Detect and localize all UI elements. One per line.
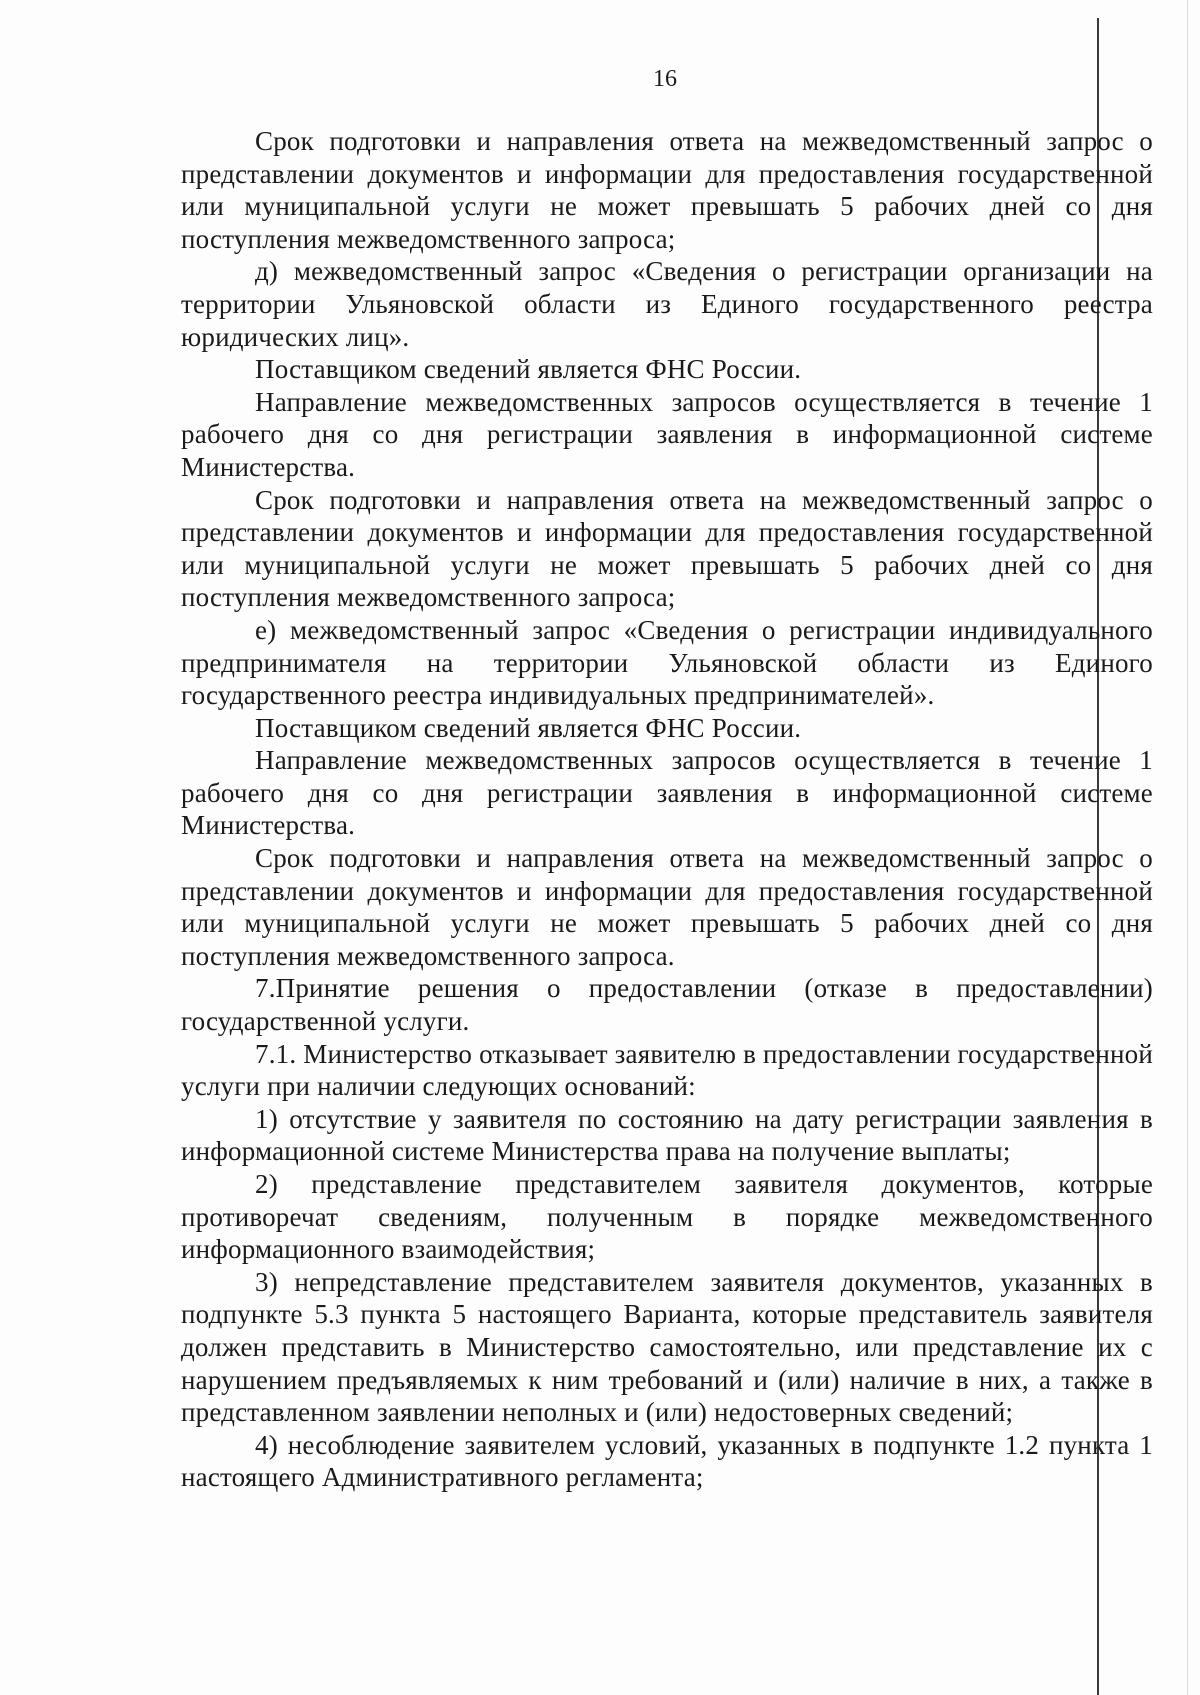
paragraph-provider-1: Поставщиком сведений является ФНС России. xyxy=(255,354,802,385)
page-number: 16 xyxy=(653,66,677,92)
section-heading-7: 7.Принятие решения о предоставлении (отказе в предоставлении) государственной услуги. xyxy=(181,973,1153,1037)
paragraph-response-deadline-1: Срок подготовки и направления ответа на межведомственный запрос о представлении документов и информации для предоставления государственной или муниципальной услуги не может превышать 5 рабочих дней со дня поступления межведомственного запроса; xyxy=(181,126,1153,254)
list-item-1: 1) отсутствие у заявителя по состоянию на дату регистрации заявления в информационной системе Министерства права на получение выплаты; xyxy=(181,1103,1153,1167)
paragraph-response-deadline-3: Срок подготовки и направления ответа на межведомственный запрос о представлении документов и информации для предоставления государственной или муниципальной услуги не может превышать 5 рабочих дней со дня поступления межведомственного запроса. xyxy=(181,843,1153,971)
paragraph-request-e: е) межведомственный запрос «Сведения о регистрации индивидуального предпринимателя на территории Ульяновской области из Единого государственного реестра индивидуальных предпринимателей». xyxy=(181,614,1153,711)
paragraph-response-deadline-2: Срок подготовки и направления ответа на межведомственный запрос о представлении документов и информации для предоставления государственной или муниципальной услуги не может превышать 5 рабочих дней со дня поступления межведомственного запроса; xyxy=(181,484,1153,613)
paragraph-7-1: 7.1. Министерство отказывает заявителю в предоставлении государственной услуги при наличии следующих оснований: xyxy=(181,1038,1153,1102)
scan-edge-line xyxy=(1187,0,1188,1695)
list-item-2: 2) представление представителем заявителя документов, которые противоречат сведениям, полученным в порядке межведомственного информационного взаимодействия; xyxy=(181,1169,1153,1265)
list-item-4: 4) несоблюдение заявителем условий, указанных в подпункте 1.2 пункта 1 настоящего Административного регламента; xyxy=(181,1429,1153,1493)
paragraph-request-d: д) межведомственный запрос «Сведения о регистрации организации на территории Ульяновской области из Единого государственного реестра юридических лиц». xyxy=(181,256,1153,352)
list-item-3: 3) непредставление представителем заявителя документов, указанных в подпункте 5.3 пункта 5 настоящего Варианта, которые представитель заявителя должен представить в Министерство самостоятельно, или представление их с нарушением предъявляемых к ним требований и (или) наличие в них, а также в представленном заявлении неполных и (или) недостоверных сведений; xyxy=(181,1266,1153,1428)
paragraph-provider-2: Поставщиком сведений является ФНС России. xyxy=(255,712,802,743)
paragraph-request-timing-1: Направление межведомственных запросов осуществляется в течение 1 рабочего дня со дня регистрации заявления в информационной системе Министерства. xyxy=(181,386,1153,482)
document-body xyxy=(181,125,1153,1494)
paragraph-request-timing-2: Направление межведомственных запросов осуществляется в течение 1 рабочего дня со дня регистрации заявления в информационной системе Министерства. xyxy=(181,745,1153,841)
